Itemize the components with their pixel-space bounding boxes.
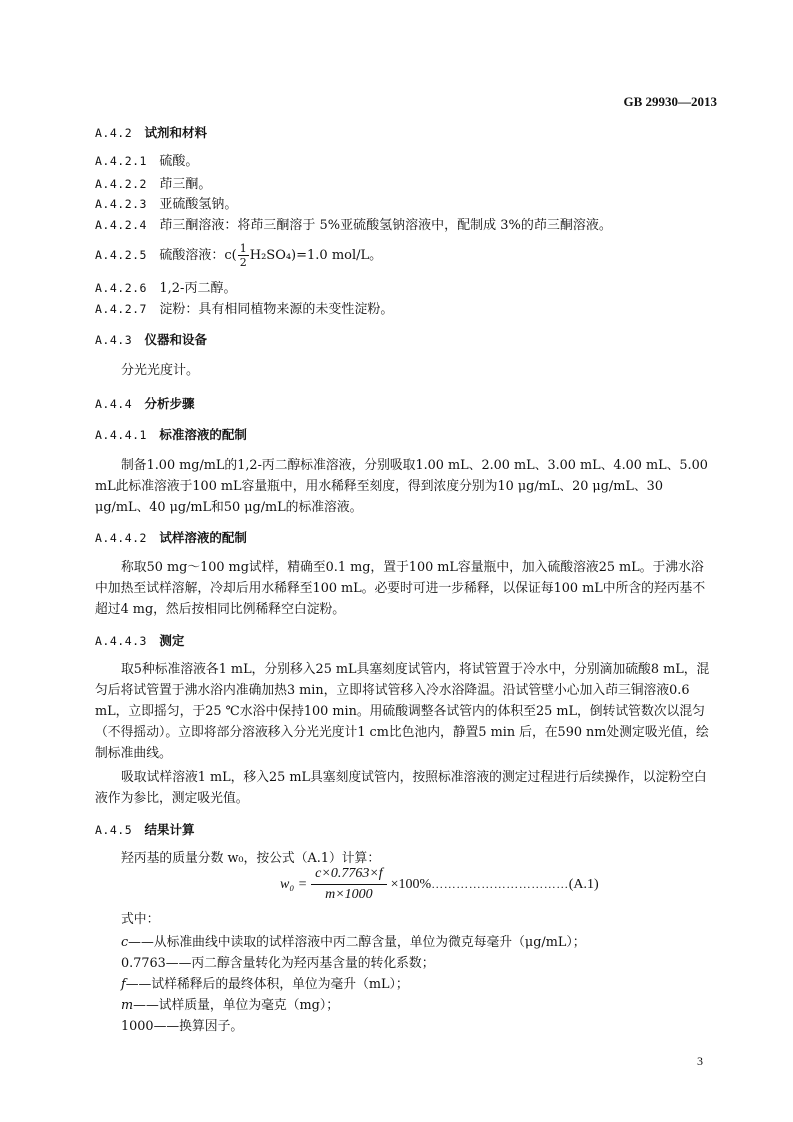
variable-definition xyxy=(121,997,339,1015)
item-number: A.4.2.6 xyxy=(95,281,147,295)
section-title: 分析步骤 xyxy=(144,396,195,411)
list-item xyxy=(95,175,211,194)
section-heading-a443 xyxy=(95,632,184,651)
section-heading-a42 xyxy=(95,124,207,143)
section-number: A.4.2 xyxy=(95,126,133,140)
formula-denominator: m×1000 xyxy=(325,887,373,902)
section-heading-a442 xyxy=(95,529,247,548)
formula-leader-dots: …………………………… xyxy=(431,877,569,891)
section-heading-a43 xyxy=(95,331,207,350)
item-text: 淀粉：具有相同植物来源的未变性淀粉。 xyxy=(159,302,394,317)
section-title: 试剂和材料 xyxy=(144,125,208,140)
list-item xyxy=(95,195,237,214)
variable-symbol: m xyxy=(121,998,134,1013)
paragraph: 吸取试样溶液1 mL，移入25 mL具塞刻度试管内，按照标准溶液的测定过程进行后续操作，以淀粉空白液作为参比，测定吸光值。 xyxy=(95,770,707,806)
section-number: A.4.5 xyxy=(95,823,133,837)
item-text: 亚硫酸氢钠。 xyxy=(159,197,238,212)
where-label: 式中： xyxy=(121,912,160,927)
section-title: 仪器和设备 xyxy=(144,332,208,347)
variable-symbol: f xyxy=(121,977,126,992)
list-item xyxy=(95,279,236,298)
formula-intro: 羟丙基的质量分数 w₀，按公式（A.1）计算： xyxy=(121,851,381,866)
page-number: 3 xyxy=(697,1054,703,1068)
section-heading-a45 xyxy=(95,821,195,840)
paragraph: 分光光度计。 xyxy=(121,363,200,378)
section-heading-a44 xyxy=(95,395,195,414)
item-number: A.4.2.7 xyxy=(95,302,147,316)
paragraph: 制备1.00 mg/mL的1,2-丙二醇标准溶液，分别吸取1.00 mL、2.00 mL、3.00 mL、4.00 mL、5.00 mL此标准溶液于100 mL容量瓶中，用水稀释至刻度，得到浓度分别为10 μg/mL、20 μg/mL、30 μg/mL、40 μg/mL和50 μg/mL的标准溶液。 xyxy=(95,458,708,515)
variable-description: ——试样质量，单位为毫克（mg）； xyxy=(133,998,340,1013)
item-text: 硫酸。 xyxy=(159,154,199,169)
list-item xyxy=(95,216,612,235)
fraction-numerator: 1 xyxy=(239,242,247,255)
variable-description: ——换算因子。 xyxy=(153,1019,244,1034)
item-number: A.4.2.4 xyxy=(95,218,147,232)
section-number: A.4.4.3 xyxy=(95,634,147,648)
standard-number: GB 29930—2013 xyxy=(623,94,717,109)
list-item xyxy=(95,240,382,271)
section-number: A.4.3 xyxy=(95,333,133,347)
item-text: 茚三酮。 xyxy=(159,177,212,192)
variable-definition xyxy=(121,934,586,952)
item-number: A.4.2.1 xyxy=(95,154,147,168)
formula-label: (A.1) xyxy=(568,876,599,892)
section-number: A.4.4.2 xyxy=(95,531,147,545)
list-item xyxy=(95,152,198,171)
formula-a1 xyxy=(280,866,599,903)
item-text: 1,2-丙二醇。 xyxy=(159,281,237,296)
section-title: 结果计算 xyxy=(144,822,195,837)
section-heading-a441 xyxy=(95,426,247,445)
section-number: A.4.4.1 xyxy=(95,428,147,442)
item-number: A.4.2.5 xyxy=(95,248,147,262)
section-title: 标准溶液的配制 xyxy=(159,427,247,442)
paragraph: 称取50 mg～100 mg试样，精确至0.1 mg，置于100 mL容量瓶中，加入硫酸溶液25 mL。于沸水浴中加热至试样溶解，冷却后用水稀释至100 mL。必要时可进一步稀释，以保证每100 mL中所含的羟丙基不超过4 mg，然后按相同比例稀释空白淀粉。 xyxy=(95,560,706,617)
formula-tail: ×100% xyxy=(390,876,432,892)
variable-definition xyxy=(121,1018,243,1036)
variable-symbol: 0.7763 xyxy=(121,956,166,971)
item-text: 茚三酮溶液：将茚三酮溶于 5%亚硫酸氢钠溶液中，配制成 3%的茚三酮溶液。 xyxy=(159,218,612,233)
formula-lhs: w₀ = xyxy=(280,876,308,892)
section-number: A.4.4 xyxy=(95,397,133,411)
variable-symbol: c xyxy=(121,935,129,950)
list-item xyxy=(95,300,393,319)
paragraph: 取5种标准溶液各1 mL，分别移入25 mL具塞刻度试管内，将试管置于冷水中，分别滴加硫酸8 mL，混匀后将试管置于沸水浴内准确加热3 min，立即将试管移入冷水浴降温。沿试管壁小心加入茚三铜溶液0.6 mL，立即摇匀，于25 ℃水浴中保持100 min。用硫酸调整各试管内的体积至25 mL，倒转试管数次以混匀（不得摇动）。立即将部分溶液移入分光光度计1 cm比色池内，静置5 min 后，在590 nm处测定吸光值，绘制标准曲线。 xyxy=(95,662,710,761)
variable-description: ——从标准曲线中读取的试样溶液中丙二醇含量，单位为微克每毫升（μg/mL）； xyxy=(128,935,586,950)
item-number: A.4.2.2 xyxy=(95,177,147,191)
fraction xyxy=(238,242,249,269)
item-text-prefix: 硫酸溶液：c( xyxy=(159,248,237,263)
formula-fraction xyxy=(311,866,387,903)
variable-definition xyxy=(121,955,435,973)
variable-description: ——试样稀释后的最终体积，单位为毫升（mL）； xyxy=(125,977,409,992)
variable-definition xyxy=(121,976,409,994)
variable-description: ——丙二醇含量转化为羟丙基含量的转化系数； xyxy=(165,956,435,971)
fraction-denominator: 2 xyxy=(239,256,247,269)
variable-symbol: 1000 xyxy=(121,1019,154,1034)
section-title: 试样溶液的配制 xyxy=(159,530,247,545)
section-title: 测定 xyxy=(159,633,185,648)
item-text-suffix: H₂SO₄)=1.0 mol/L。 xyxy=(249,248,383,263)
formula-numerator: c×0.7763×f xyxy=(311,866,387,885)
item-number: A.4.2.3 xyxy=(95,197,147,211)
